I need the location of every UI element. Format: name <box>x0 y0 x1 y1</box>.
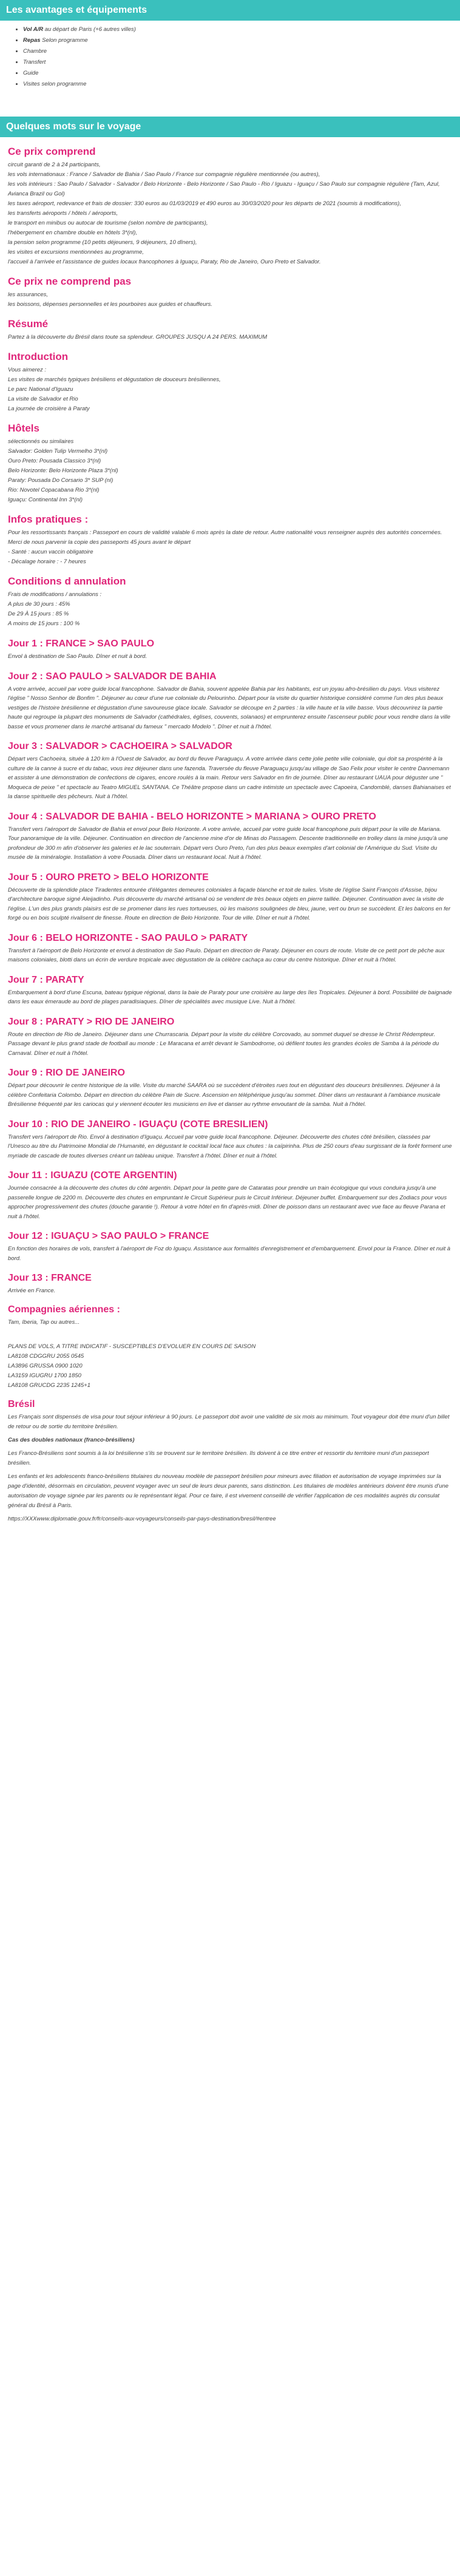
day-block <box>8 1231 452 1263</box>
text-line: LA3896 GRUSSA 0900 1020 <box>8 1362 83 1369</box>
advantage-item <box>23 79 460 90</box>
day-block <box>8 975 452 1007</box>
day-text: Arrivée en France. <box>8 1287 56 1294</box>
text-line: Partez à la découverte du Brésil dans toute sa splendeur. GROUPES JUSQU A 24 PERS. MAXIMUM <box>8 334 268 341</box>
brazil-para3: Les enfants et les adolescents franco-brésiliens titulaires du nouveau modèle de passeport brésilien pour mineurs avec filiation et autorisation de voyage imprimées sur la page d'identité, désormais en circulation, peuvent voyager avec un seul de leurs deux parents, sans distinction. Les titulaires de modèles antérieurs doivent être munis d'une autorisation de voyage signée par les parents ou le représentant légal. Pour ce faire, il est vivement conseillé de vérifier l'application de ces modalités auprès du consulat général du Brésil à Paris. <box>8 1473 449 1509</box>
advantage-bold: Vol A/R <box>23 26 44 33</box>
day-block <box>8 1119 452 1161</box>
day-text: Envol à destination de Sao Paulo. Dîner et nuit à bord. <box>8 653 147 660</box>
text-line: A moins de 15 jours : 100 % <box>8 620 80 627</box>
day-block <box>8 812 452 863</box>
day-text: Départ vers Cachoeira, située à 120 km à l'Ouest de Salvador, au bord du fleuve Paraguaçu. A votre arrivée dans cette jolie petite ville coloniale, qui doit sa prospérité à la culture de la canne à sucre et du tabac, vous irez déjeuner dans une fazenda. Traversée du fleuve Paraguaçu jusqu'au village de Sao Felix pour visiter le centre Dannemann et assister à une démonstration de confections de cigares, encore roulés à la main. Retour vers Salvador en fin de journée. Dîner au restaurant UAUA pour déguster une " Moqueca de peixe " et spectacle au Teatro MIGUEL SANTANA. Ce Théâtre propose dans un cadre intimiste un spectacle avec Capoeira, Candomblé, danses Bahianaises et la danse spirituelle des pêcheurs. Nuit à l'hôtel. <box>8 756 451 800</box>
hotels-text <box>8 437 452 505</box>
advantage-item <box>23 57 460 68</box>
brazil-subtitle: Cas des doubles nationaux (franco-brésiliens) <box>8 1436 135 1443</box>
advantage-text: Guide <box>23 70 39 76</box>
advantage-item <box>23 46 460 57</box>
advantage-text: Chambre <box>23 48 47 55</box>
advantage-text: Selon programme <box>40 37 88 44</box>
text-line: sélectionnés ou similaires <box>8 438 74 445</box>
day-title: Jour 11 : IGUAZU (COTE ARGENTIN) <box>8 1170 177 1181</box>
words-band: Quelques mots sur le voyage <box>0 117 460 137</box>
includes-text <box>8 160 452 267</box>
text-line: Salvador: Golden Tulip Vermelho 3*(nl) <box>8 448 108 455</box>
day-title: Jour 1 : FRANCE > SAO PAULO <box>8 639 155 649</box>
day-title: Jour 2 : SAO PAULO > SALVADOR DE BAHIA <box>8 671 217 682</box>
day-title: Jour 8 : PARATY > RIO DE JANEIRO <box>8 1016 175 1027</box>
day-block <box>8 933 452 965</box>
day-text: Route en direction de Rio de Janeiro. Déjeuner dans une Churrascaria. Départ pour la visite du célèbre Corcovado, au sommet duquel se dresse le Christ Rédempteur. Passage devant le plus grand stade de football au monde : Le Maracana et arrêt devant le Sambodrome, où défilent toutes les grandes écoles de Samba à la période du Carnaval. Dîner et nuit à l'hôtel. <box>8 1031 439 1057</box>
day-block <box>8 1017 452 1059</box>
summary-title: Résumé <box>8 318 49 330</box>
day-block <box>8 1170 452 1221</box>
itinerary <box>8 639 452 1296</box>
text-line: LA8108 GRUCDG 2235 1245+1 <box>8 1381 90 1389</box>
text-line: Rio: Novotel Copacabana Rio 3*(nl) <box>8 487 100 493</box>
day-block <box>8 872 452 923</box>
text-line: LA8108 CDGGRU 2055 0545 <box>8 1352 84 1360</box>
excludes-text <box>8 290 452 310</box>
brazil-para1: Les Français sont dispensés de visa pour tout séjour inférieur à 90 jours. Le passeport doit avoir une validité de six mois au minimum. Tout voyageur doit être muni d'un billet de retour ou de sortie du territoire brésilien. <box>8 1413 450 1430</box>
day-title: Jour 12 : IGUAÇU > SAO PAULO > FRANCE <box>8 1231 209 1241</box>
text-line: Pour les ressortissants français : Passeport en cours de validité valable 6 mois après la date de retour. Autre nationalité vous renseigner auprès des autorités concernées. Merci de nous parvenir la copie des passeports 45 jours avant le départ <box>8 529 442 546</box>
text-line: l'accueil à l'arrivée et l'assistance de guides locaux francophones à Iguaçu, Paraty, Rio de Janeiro, Ouro Preto et Salvador. <box>8 259 321 265</box>
text-line: Le parc National d'Iguazu <box>8 386 73 393</box>
text-line: les assurances, <box>8 291 49 298</box>
text-line: la pension selon programme (10 petits déjeuners, 9 déjeuners, 10 dîners), <box>8 239 197 246</box>
day-block <box>8 1273 452 1296</box>
day-block <box>8 671 452 732</box>
text-line: les vols internationaux : France / Salvador de Bahia / Sao Paulo / France sur compagnie régulière mentionnée (ou autres), <box>8 171 320 178</box>
intro-title: Introduction <box>8 351 69 362</box>
day-text: Découverte de la splendide place Tiradentes entourée d'élégantes demeures coloniales à façade blanche et toit de tuiles. Visite de l'église Saint François d'Assise, bijou d'architecture baroque signé Aleijadinho. Puis découverte du marché artisanal où se vendent de très beaux objets en pierre taillée. Déjeuner. Continuation avec la visite de l'église. L'un des plus grands plaisirs est de se promener dans les rues tortueuses, où les maisons soulignées de bleu, jaune, vert ou brun se succèdent. Et les balcons en fer forgé ou en bois sculpté rivalisent de finesse. Route en direction de Belo Horizonte. Tour de ville. Dîner et nuit à l'hôtel. <box>8 886 451 921</box>
day-text: Transfert à l'aéroport de Belo Horizonte et envol à destination de Sao Paulo. Départ en direction de Paraty. Déjeuner en cours de route. Visite de ce petit port de pêche aux maisons coloniales, blotti dans un écrin de verdure tropicale avec dégustation de la célèbre cachaça au cœur du centre historique. Dîner et nuit à l'hôtel. <box>8 947 445 963</box>
text-line: Iguaçu: Continental Inn 3*(nl) <box>8 497 83 503</box>
brazil-link[interactable]: https://XXXwww.diplomatie.gouv.fr/fr/conseils-aux-voyageurs/conseils-par-pays-destination/bresil/#entree <box>8 1515 276 1522</box>
text-line: Vous aimerez : <box>8 367 47 373</box>
advantage-bold: Repas <box>23 37 41 44</box>
intro-text <box>8 365 452 414</box>
text-line: PLANS DE VOLS, A TITRE INDICATIF - SUSCEPTIBLES D'EVOLUER EN COURS DE SAISON <box>8 1343 256 1350</box>
advantage-item <box>23 35 460 46</box>
text-line: le transport en minibus ou autocar de tourisme (selon nombre de participants), <box>8 220 208 226</box>
airlines-title: Compagnies aériennes : <box>8 1304 120 1315</box>
day-text: A votre arrivée, accueil par votre guide local francophone. Salvador de Bahia, souvent appelée Bahia par les habitants, est un joyau afro-brésilien du pays. Vous visiterez l'église " Nosso Senhor de Bonfim ". Déjeuner au cœur d'une rue coloniale du Pelourinho. Départ pour la visite du quartier historique considéré comme l'un des plus beaux vestiges de l'histoire brésilienne et dégustation d'une savoureuse glace locale. Salvador se découpe en 2 parties : la ville haute et la ville basse. Vous découvrirez la partie haute qui regroupe la plupart des monuments de Salvador (cathédrales, églises, couvents, solanaos) et emprunterez ensuite l'ascenseur public pour vous rendre dans la ville basse et vous promener dans le marché artisanal du fameux " mercado Modelo ". Dîner et nuit à l'hôtel. <box>8 685 450 730</box>
day-title: Jour 4 : SALVADOR DE BAHIA - BELO HORIZONTE > MARIANA > OURO PRETO <box>8 811 376 822</box>
day-title: Jour 7 : PARATY <box>8 974 84 985</box>
includes-title: Ce prix comprend <box>8 146 96 157</box>
cancellation-text <box>8 590 452 629</box>
day-block <box>8 741 452 802</box>
text-line: les vols intérieurs : Sao Paulo / Salvador - Salvador / Belo Horizonte - Belo Horizonte / Sao Paulo - Rio / Iguazu - Iguaçu / Sao Paulo sur compagnie régulière (Tam, Azul, Avianca Brazil ou Gol) <box>8 181 440 197</box>
text-line: A plus de 30 jours : 45% <box>8 601 70 608</box>
text-line: - Décalage horaire : - 7 heures <box>8 558 86 565</box>
text-line: les transferts aéroports / hôtels / aéroports, <box>8 210 118 217</box>
day-title: Jour 5 : OURO PRETO > BELO HORIZONTE <box>8 872 209 883</box>
advantage-text: Visites selon programme <box>23 81 87 87</box>
advantage-text: au départ de Paris (+6 autres villes) <box>43 26 136 33</box>
text-line: l'hébergement en chambre double en hôtels 3*(nl), <box>8 229 138 236</box>
hotels-title: Hôtels <box>8 422 39 434</box>
practical-text <box>8 528 452 567</box>
text-line: circuit garanti de 2 à 24 participants, <box>8 161 101 168</box>
day-text: Journée consacrée à la découverte des chutes du côté argentin. Départ pour la petite gare de Cataratas pour prendre un train écologique qui vous conduira jusqu'à une passerelle longue de 2200 m. Découverte des chutes en empruntant le Circuit Supérieur puis le Circuit Inférieur. Déjeuner buffet. Embarquement sur des Zodiacs pour vous approcher progressivement des chutes (douche garantie !). Retour à votre hôtel en fin d'après-midi. Dîner de poisson dans un restaurant avec vue face au fleuve Parana et nuit à l'hôtel. <box>8 1185 447 1220</box>
text-line: Frais de modifications / annulations : <box>8 591 102 598</box>
practical-title: Infos pratiques : <box>8 514 89 525</box>
day-title: Jour 9 : RIO DE JANEIRO <box>8 1068 125 1078</box>
brazil-para2: Les Franco-Brésiliens sont soumis à la loi brésilienne s'ils se trouvent sur le territoire brésilien. Ils doivent à ce titre entrer et ressortir du territoire muni d'un passeport brésilien. <box>8 1449 429 1466</box>
text-line: La visite de Salvador et Rio <box>8 396 78 402</box>
text-line: les taxes aéroport, redevance et frais de dossier: 330 euros au 01/03/2019 et 490 euros au 30/03/2020 pour les départs de 2021 (soumis à modifications), <box>8 200 401 207</box>
flight-plan <box>8 1342 452 1391</box>
advantages-list <box>0 24 460 90</box>
airlines-text: Tam, Iberia, Tap ou autres... <box>8 1318 80 1326</box>
advantage-item <box>23 24 460 35</box>
advantage-item <box>23 68 460 79</box>
text-line: LA3159 IGUGRU 1700 1850 <box>8 1372 81 1379</box>
day-text: Transfert vers l'aéroport de Salvador de Bahia et envol pour Belo Horizonte. A votre arrivée, accueil par votre guide local francophone puis départ pour la ville de Mariana. Tour panoramique de la ville. Déjeuner. Continuation en direction de l'ancienne mine d'or de Minas do Passagem. Descente traditionnelle en trolley dans la mine jusqu'à une profondeur de 300 m afin d'observer les galeries et le lac souterrain. Départ vers Ouro Preto, l'un des plus beaux exemples d'art colonial de l'Amérique du Sud. Visite du musée de la minéralogie. Installation à votre Pousada. Dîner dans un restaurant local. Nuit à l'hôtel. <box>8 825 448 861</box>
day-text: Transfert vers l'aéroport de Rio. Envol à destination d'Iguaçu. Accueil par votre guide local francophone. Déjeuner. Découverte des chutes côté brésilien, classées par l'Unesco au titre du Patrimoine Mondial de l'Humanité, en dégustant le cocktail local face aux chutes : la caïpirinha. Plus de 250 cours d'eau surgissant de la forêt forment une myriade de cascade de toutes diverses créant un tableau unique. Transfert à l'hôtel. Dîner et nuit à l'hôtel. <box>8 1133 452 1159</box>
cancellation-title: Conditions d annulation <box>8 575 126 587</box>
day-block <box>8 1068 452 1110</box>
excludes-title: Ce prix ne comprend pas <box>8 276 132 287</box>
day-title: Jour 13 : FRANCE <box>8 1273 92 1283</box>
day-title: Jour 10 : RIO DE JANEIRO - IGUAÇU (COTE BRESILIEN) <box>8 1119 268 1130</box>
day-title: Jour 3 : SALVADOR > CACHOEIRA > SALVADOR <box>8 741 232 751</box>
day-title: Jour 6 : BELO HORIZONTE - SAO PAULO > PARATY <box>8 932 248 943</box>
advantage-text: Transfert <box>23 59 46 66</box>
advantages-band: Les avantages et équipements <box>0 0 460 21</box>
text-line: les boissons, dépenses personnelles et les pourboires aux guides et chauffeurs. <box>8 301 212 308</box>
text-line: les visites et excursions mentionnées au programme, <box>8 249 144 256</box>
text-line: - Santé : aucun vaccin obligatoire <box>8 549 93 555</box>
day-text: Départ pour découvrir le centre historique de la ville. Visite du marché SAARA où se succèdent d'étroites rues tout en dégustant des douceurs brésiliennes. Déjeuner à la célèbre Confeitaria Colombo. Départ en direction du célèbre Pain de Sucre. Ascension en téléphérique jusqu'au sommet. Dîner dans un restaurant à l'ambiance musicale Brésilienne fréquenté par les cariocas qui y viennent écouter les musiciens en live et danser au rythme envoutant de la samba. Nuit à l'hôtel. <box>8 1082 441 1108</box>
brazil-title: Brésil <box>8 1398 35 1409</box>
day-text: Embarquement à bord d'une Escuna, bateau typique régional, dans la baie de Paraty pour une croisière au large des îles Tropicales. Déjeuner à bord. Possibilité de baignade dans les eaux émeraude au bord de plages paradisiaques. Dîner de spécialités avec musique Live. Nuit à l'hôtel. <box>8 989 452 1005</box>
summary-text <box>8 333 452 342</box>
day-block <box>8 639 452 662</box>
text-line: Les visites de marchés typiques brésiliens et dégustation de douceurs brésiliennes, <box>8 376 221 383</box>
day-text: En fonction des horaires de vols, transfert à l'aéroport de Foz do Iguaçu. Assistance aux formalités d'enregistrement et d'embarquement. Envol pour la France. Dîner et nuit à bord. <box>8 1246 451 1262</box>
trip-details <box>0 146 460 1524</box>
text-line: La journée de croisière à Paraty <box>8 405 90 412</box>
text-line: Paraty: Pousada Do Corsario 3* SUP (nl) <box>8 477 113 484</box>
text-line: Belo Horizonte: Belo Horizonte Plaza 3*(nl) <box>8 467 118 474</box>
text-line: Ouro Preto: Pousada Classico 3*(nl) <box>8 458 101 464</box>
text-line: De 29 À 15 jours : 85 % <box>8 611 69 617</box>
